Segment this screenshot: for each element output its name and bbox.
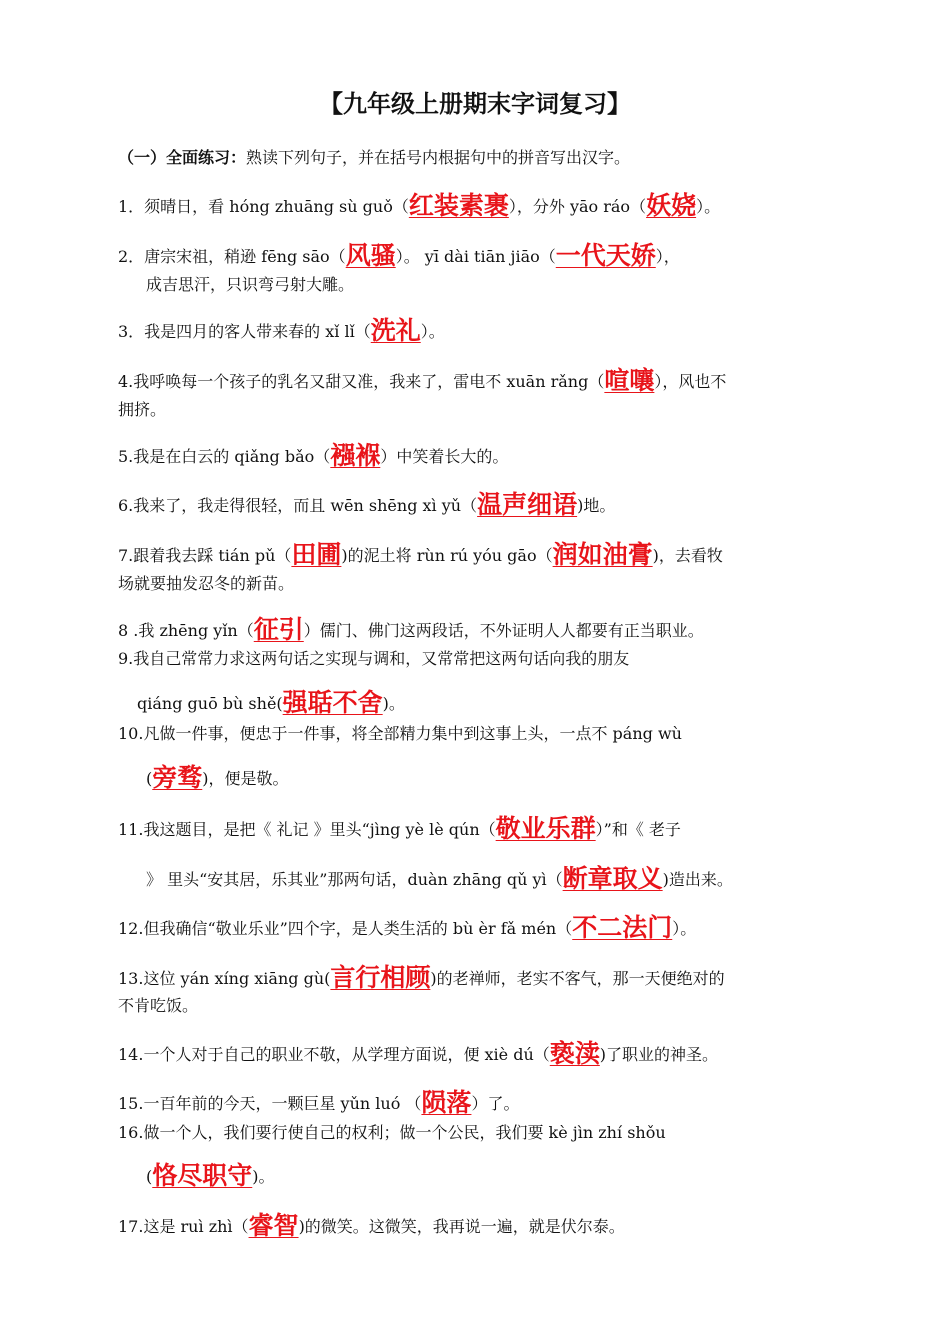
item-4: 4.我呼唤每一个孩子的乳名又甜又准，我来了，雷电不 xuān rǎng（喧嚷），风也不	[118, 366, 727, 395]
answer: 洗礼	[370, 316, 421, 345]
answer: 亵渎	[549, 1039, 600, 1068]
item-15: 15.一百年前的今天，一颗巨星 yǔn luó （陨落）了。	[118, 1088, 520, 1117]
item-12: 12.但我确信“敬业乐业”四个字，是人类生活的 bù èr fǎ mén（不二法门）。	[118, 913, 697, 942]
item-14: 14.一个人对于自己的职业不敬，从学理方面说，便 xiè dú（亵渎)了职业的神圣。	[118, 1039, 719, 1068]
item-6: 6.我来了，我走得很轻，而且 wēn shēng xì yǔ（温声细语)地。	[118, 490, 616, 519]
answer: 强聒不舍	[282, 688, 383, 717]
item-11-cont: 》 里头“安其居，乐其业”那两句话，duàn zhāng qǔ yì（断章取义)造出来。	[146, 864, 733, 893]
answer: 喧嚷	[604, 366, 655, 395]
answer: 田圃	[291, 540, 342, 569]
answer: 陨落	[421, 1088, 472, 1117]
item-9-cont: qiáng guō bù shě(强聒不舍)。	[137, 688, 405, 717]
page-title: 【九年级上册期末字词复习】	[319, 90, 631, 118]
answer: 言行相顾	[330, 963, 431, 992]
item-8: 8 .我 zhēng yǐn（征引）儒门、佛门这两段话，不外证明人人都要有正当职业。	[118, 615, 704, 644]
item-7-cont: 场就要抽发忍冬的新苗。	[118, 574, 295, 593]
item-5: 5.我是在白云的 qiǎng bǎo（襁褓）中笑着长大的。	[118, 441, 509, 470]
answer: 润如油膏	[552, 540, 653, 569]
item-16-cont: (恪尽职守)。	[146, 1161, 275, 1190]
answer: 征引	[253, 615, 304, 644]
section-heading-line	[118, 150, 630, 166]
item-7: 7.跟着我去踩 tián pǔ（田圃)的泥土将 rùn rú yóu gāo（润如油膏)，去看牧	[118, 540, 723, 569]
answer: 妖娆	[646, 191, 697, 220]
section-instruction: 熟读下列句子，并在括号内根据句中的拼音写出汉字。	[246, 148, 631, 167]
item-2: 2．唐宗宋祖，稍逊 fēng sāo（风骚）。 yī dài tiān jiāo（一代天娇），	[118, 241, 680, 270]
answer: 断章取义	[562, 864, 663, 893]
answer: 风骚	[345, 241, 396, 270]
item-17: 17.这是 ruì zhì（睿智)的微笑。这微笑，我再说一遍，就是伏尔泰。	[118, 1211, 625, 1240]
section-heading: （一）全面练习：	[118, 148, 247, 167]
answer: 温声细语	[477, 490, 578, 519]
item-9: 9.我自己常常力求这两句话之实现与调和，又常常把这两句话向我的朋友	[118, 649, 630, 668]
answer: 旁骛	[152, 763, 203, 792]
item-4-cont: 拥挤。	[118, 400, 167, 419]
item-1: 1．须晴日，看 hóng zhuāng sù guǒ（红装素裹），分外 yāo ráo（妖娆）。	[118, 191, 721, 220]
item-10: 10.凡做一件事，便忠于一件事，将全部精力集中到这事上头，一点不 páng wù	[118, 724, 682, 743]
item-2-cont: 成吉思汗，只识弯弓射大雕。	[146, 275, 355, 294]
item-16: 16.做一个人，我们要行使自己的权利；做一个公民，我们要 kè jìn zhí shǒu	[118, 1123, 666, 1142]
item-13: 13.这位 yán xíng xiāng gù(言行相顾)的老禅师，老实不客气，那一天便绝对的	[118, 963, 725, 992]
answer: 睿智	[248, 1211, 299, 1240]
item-13-cont: 不肯吃饭。	[118, 996, 199, 1015]
answer: 红装素裹	[408, 191, 509, 220]
answer: 敬业乐群	[495, 814, 596, 843]
item-10-cont: (旁骛)，便是敬。	[146, 763, 289, 792]
answer: 襁褓	[330, 441, 381, 470]
answer: 不二法门	[572, 913, 673, 942]
answer: 恪尽职守	[152, 1161, 253, 1190]
answer: 一代天娇	[555, 241, 656, 270]
item-11: 11.我这题目，是把《 礼记 》里头“jìng yè lè qún（敬业乐群）”和《 老子	[118, 814, 681, 843]
item-3: 3．我是四月的客人带来春的 xǐ lǐ（洗礼）。	[118, 316, 445, 345]
